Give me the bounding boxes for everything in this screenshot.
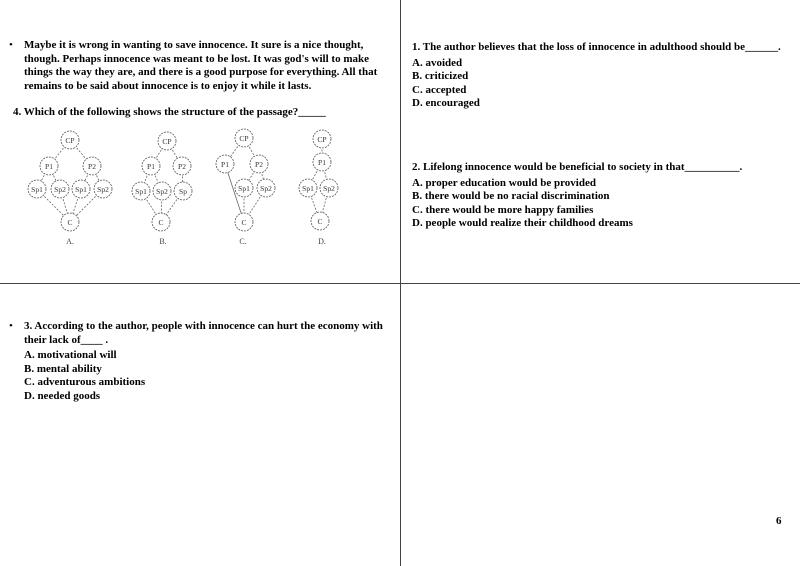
question-3-options bbox=[24, 349, 394, 403]
diagram-node-label: C bbox=[317, 217, 323, 226]
diagram-node-label: CP bbox=[239, 134, 249, 143]
diagram-node-label: CP bbox=[317, 135, 327, 144]
diagram-node-label: Sp2 bbox=[97, 185, 109, 194]
diagram-node-label: Sp1 bbox=[31, 185, 43, 194]
question-1 bbox=[412, 41, 792, 111]
diagram-node-label: P1 bbox=[318, 158, 326, 167]
diagram-node-label: P1 bbox=[221, 160, 229, 169]
diagram-node-label: Sp1 bbox=[238, 184, 250, 193]
diagram-node-label: P1 bbox=[45, 162, 53, 171]
diagram-label: A. bbox=[66, 237, 74, 246]
question-1-text: 1. The author believes that the loss of innocence in adulthood should be______. bbox=[412, 41, 781, 53]
question-2-text: 2. Lifelong innocence would be beneficial to society in that__________. bbox=[412, 161, 743, 173]
diagram-d bbox=[299, 130, 338, 246]
diagram-node-label: CP bbox=[162, 137, 172, 146]
question-4: 4. Which of the following shows the structure of the passage?_____ bbox=[13, 106, 326, 118]
diagram-node-label: P2 bbox=[178, 162, 186, 171]
diagram-a bbox=[28, 131, 112, 246]
diagram-node-label: P2 bbox=[88, 162, 96, 171]
question-2-options bbox=[412, 177, 792, 231]
diagram-node-label: Sp1 bbox=[302, 184, 314, 193]
bullet-icon: • bbox=[9, 39, 13, 51]
diagram-node-label: Sp bbox=[179, 187, 187, 196]
option-2d: D. people would realize their childhood dreams bbox=[412, 217, 633, 229]
diagram-b bbox=[132, 132, 192, 246]
diagram-node-label: Sp1 bbox=[135, 187, 147, 196]
structure-diagrams bbox=[0, 125, 400, 255]
bullet-icon: • bbox=[9, 320, 13, 332]
page-number: 6 bbox=[776, 515, 782, 527]
diagram-node-label: Sp2 bbox=[156, 187, 168, 196]
horizontal-divider bbox=[0, 283, 800, 284]
diagram-node-label: Sp1 bbox=[75, 185, 87, 194]
option-1b: B. criticized bbox=[412, 70, 469, 82]
option-3d: D. needed goods bbox=[24, 389, 101, 402]
diagram-node-label: C bbox=[158, 218, 164, 227]
option-2c: C. there would be more happy families bbox=[412, 203, 594, 216]
diagram-label: D. bbox=[318, 237, 326, 246]
question-1-options bbox=[412, 57, 792, 111]
option-3c: C. adventurous ambitions bbox=[24, 376, 146, 388]
option-2b: B. there would be no racial discrimination bbox=[412, 190, 610, 202]
option-1c: C. accepted bbox=[412, 83, 467, 96]
question-3 bbox=[24, 320, 394, 403]
diagram-node-label: P1 bbox=[147, 162, 155, 171]
option-1a: A. avoided bbox=[412, 56, 463, 69]
option-3a: A. motivational will bbox=[24, 349, 117, 361]
question-2 bbox=[412, 161, 792, 231]
diagram-c bbox=[216, 129, 275, 246]
question-3-text: 3. According to the author, people with innocence can hurt the economy with their lack of____ . bbox=[24, 320, 383, 346]
diagram-layer bbox=[28, 129, 338, 246]
diagram-node-label: C bbox=[241, 218, 247, 227]
diagram-node-label: Sp2 bbox=[54, 185, 66, 194]
diagram-node-label: P2 bbox=[255, 160, 263, 169]
diagram-label: B. bbox=[159, 237, 167, 246]
diagram-node-label: C bbox=[67, 218, 73, 227]
diagram-node-label: Sp2 bbox=[260, 184, 272, 193]
passage-text: Maybe it is wrong in wanting to save innocence. It sure is a nice thought, though. Perhaps innocence was meant to be lost. It was god's will to make things the way they are, and there is a good purpose for everything. All that remains to be said about innocence is to enjoy it while it lasts. bbox=[24, 39, 378, 92]
option-3b: B. mental ability bbox=[24, 362, 102, 375]
diagram-label: C. bbox=[239, 237, 247, 246]
option-1d: D. encouraged bbox=[412, 97, 480, 109]
diagram-node-label: Sp2 bbox=[323, 184, 335, 193]
diagram-node-label: CP bbox=[65, 136, 75, 145]
option-2a: A. proper education would be provided bbox=[412, 176, 596, 189]
